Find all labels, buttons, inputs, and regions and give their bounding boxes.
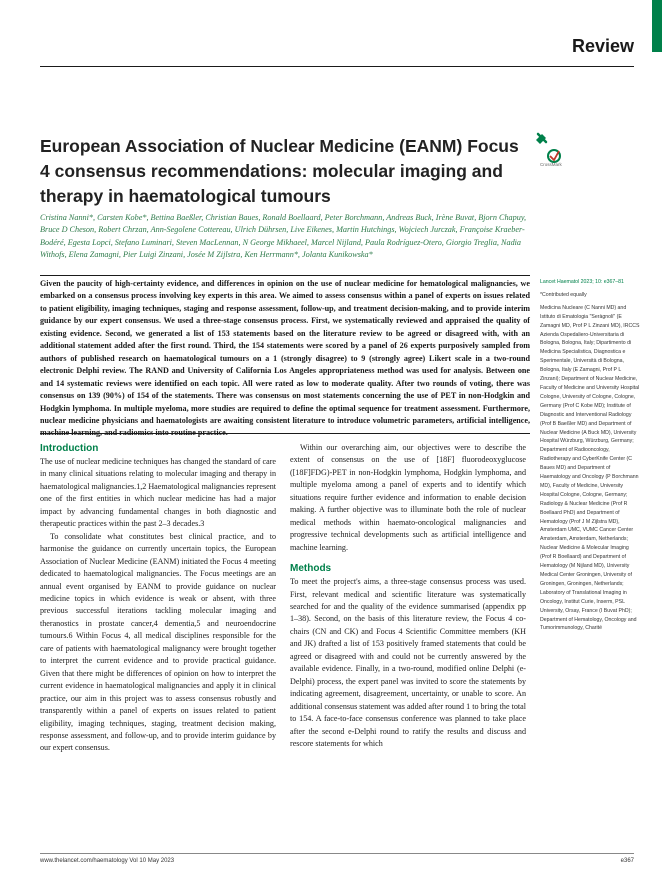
- journal-url[interactable]: www.thelancet.com/haematology Vol 10 May 2023: [40, 858, 175, 864]
- page-number: e367: [620, 858, 634, 864]
- article-title: European Association of Nuclear Medicine (EANM) Focus 4 consensus recommendations: molecular imaging and therapy in haematological tumours: [40, 136, 519, 206]
- footer-divider: [40, 853, 634, 854]
- crossmark-icon[interactable]: [534, 130, 574, 164]
- header-divider: [40, 66, 634, 67]
- abstract: Given the paucity of high-certainty evidence, and differences in opinion on the use of nuclear medicine for hematological malignancies, we embarked on a consensus process involving key experts in this area. We aimed to assess consensus within a panel of experts on issues related to patient eligibility, imaging techniques, staging and response assessment, follow-up, and treatment decision-making, and to provide interim guidance by our expert consensus. We used a three-stage consensus process. First, we systematically reviewed and appraised the quality of existing evidence. Second, we generated a list of 153 statements based on the literature review to be agreed or disagreed with, with an additional statement added after the first round. Third, the 154 statements were scored by a panel of 26 experts purposively sampled from authors of published research on haematological tumours on a 1 (strongly disagree) to 9 (strongly agree) Likert scale in a two-round electronic Delphi review. The RAND and University of California Los Angeles appropriateness method was used for analysis. Between one and 14 systematic reviews were identified on each topic. All were rated as low to moderate quality. After two rounds of voting, there was consensus on 139 (90%) of 154 of the statements. There was consensus on most statements concerning the use of PET in non-Hodgkin and Hodgkin lymphoma. In multiple myeloma, more studies are required to define the optimal sequence for treatment assessment. Furthermore, nuclear medicine physicians and haematologists are awaiting consistent literature to introduce volumetric parameters, artificial intelligence, machine learning, and radiomics into routine practice.: [40, 279, 530, 438]
- citation-link[interactable]: Lancet Haematol 2023; 10: e367–81: [540, 279, 624, 285]
- crossmark-label: CrossMark: [540, 162, 562, 167]
- body-column-right: [290, 442, 526, 750]
- methods-heading: Methods: [290, 563, 332, 575]
- contribution-note: *Contributed equally: [540, 291, 587, 298]
- abstract-top-rule: [40, 275, 530, 276]
- body-column-left: [40, 442, 276, 755]
- intro-paragraph-1: The use of nuclear medicine techniques has changed the standard of care in many clinical situations relating to molecular imaging and therapy in haematological malignancies.1,2 Haematological malignancies represent one of the first entities in which nuclear medicine has had a major impact by advancing fundamental changes in both diagnostic and therapeutic practices within the past 2–3 decades.3: [40, 457, 276, 529]
- author-list: Cristina Nanni*, Carsten Kobe*, Bettina Baeßler, Christian Baues, Ronald Boellaard, Peter Borchmann, Andreas Buck, Irène Buvat, Bjorn Chapuy, Bruce D Cheson, Robert Chrzan, Ann-Segolene Cottereau, Ulrich Dührsen, Live Eikenes, Martin Hutchings, Wojciech Jurczak, Françoise Kraeber-Bodéré, Egesta Lopci, Stefano Luminari, Steven MacLennan, N George Mikhaeel, Marcel Nijland, Paula Rodríguez-Otero, Giorgio Treglia, Nadia Withofs, Elena Zamagni, Pier Luigi Zinzani, Josée M Zijlstra, Ken Herrmann*, Jolanta Kunikowska*: [40, 213, 527, 260]
- methods-paragraph: To meet the project's aims, a three-stage consensus process was used. First, relevant medical and scientific literature was systematically searched for and the quality of the evidence summarised (appendix pp 1–38). Second, on the basis of this literature review, the Focus 4 co-chairs (CN and CK) and Focus 4 Scientific Committee members (KH and JK) drafted a list of 153 positively framed statements that could be agreed or disagreed with and could not be currently answered by the available evidence. Finally, in a two-round, modified online Delphi (e-Delphi) process, the expert panel was invited to score the statements by indicating agreement, disagreement, uncertainty, or unable to score. An additional consensus statement was added after round 1 to bring the total to 154. A face-to-face consensus conference was planned to take place after the second e-Delphi round to ratify the results and discuss and rescore statements for which: [290, 577, 526, 748]
- abstract-bottom-rule: [40, 433, 530, 434]
- section-color-bar: [652, 0, 662, 52]
- section-label: Review: [571, 36, 634, 56]
- affiliations-text: Medicina Nucleare (C Nanni MD) and Istituto di Ematologia "Seràgnoli" (E Zamagni MD, Prof P L Zinzani MD), IRCCS Azienda Ospedaliero-Universitaria di Bologna, Bologna, Italy; Dipartimento di Medicina Specialistica, Diagnostica e Sperimentale, Università di Bologna, Bologna, Italy (E Zamagni, Prof P L Zinzani); Department of Nuclear Medicine, Faculty of Medicine and University Hospital Cologne, University of Cologne, Cologne, Germany (Prof C Kobe MD); Institute of Diagnostic and Interventional Radiology (Prof B Baeßler MD) and Department of Nuclear Medicine (A Buck MD), University Hospital Würzburg, Würzburg, Germany; Department of Radiooncology, Radiotherapy and CyberKnife Center (C Baues MD) and Department of Haematology and Oncology (P Borchmann MD), Faculty of Medicine, University Hospital Cologne, Cologne, Germany; Radiology & Nuclear Medicine (Prof R Boellaard PhD) and Department of Hematology (Prof J M Zijlstra MD), Amsterdam UMC, VUMC Cancer Center Amsterdam, Amsterdam, Netherlands; Nuclear Medicine & Molecular Imaging (Prof R Boellaard) and Department of Hematology (M Nijland MD), University Medical Center Groningen, University of Groningen, Groningen, Netherlands; Laboratory of Translational Imaging in Oncology, Institut Curie, Inserm, PSL University, Orsay, France (I Buvat PhD); Department of Hematology, Oncology and Tumorimmunology, Charité: [540, 304, 640, 632]
- intro-paragraph-2: To consolidate what constitutes best clinical practice, and to harmonise the guidance on currently uncertain topics, the European Association of Nuclear Medicine (EANM) initiated the Focus 4 meeting dedicated to haematological malignancies. The Focus meetings are an annual event organised by EANM to provide guidance on nuclear medicine topics in which evidence is weak or absent, with three previous successful iterations tackling molecular imaging and theranostics in prostate cancer,4 dementia,5 and neuroendocrine tumours.6 Within Focus 4, all medical disciplines responsible for the care of patients with haematological malignancy were brought together to interpret the current evidence and to provide practical guidance. Given that there might be differences of opinion on how to interpret the current evidence in haematological malignancies and apply it in clinical practice, our aim in this project was to assess consensus robustly and transparently within a panel of experts on issues related to patient eligibility, imaging techniques, staging, treatment decision making, response assessment, and follow-up, and to provide interim guidance by our expert consensus.: [40, 531, 276, 753]
- introduction-heading: Introduction: [40, 443, 99, 454]
- affiliations-sidebar: [540, 278, 640, 633]
- objectives-paragraph: Within our overarching aim, our objectives were to describe the extent of consensus on the use of [18F] fluorodeoxyglucose ([18F]FDG)-PET in non-Hodgkin lymphoma, Hodgkin lymphoma, and multiple myeloma among a panel of experts and to identify which situations require further evidence and information to enable decision making. A further objective was to illuminate both the role of nuclear medical methods within haemato-oncological malignancies and progressive technical developments such as artificial intelligence and machine learning.: [290, 443, 526, 552]
